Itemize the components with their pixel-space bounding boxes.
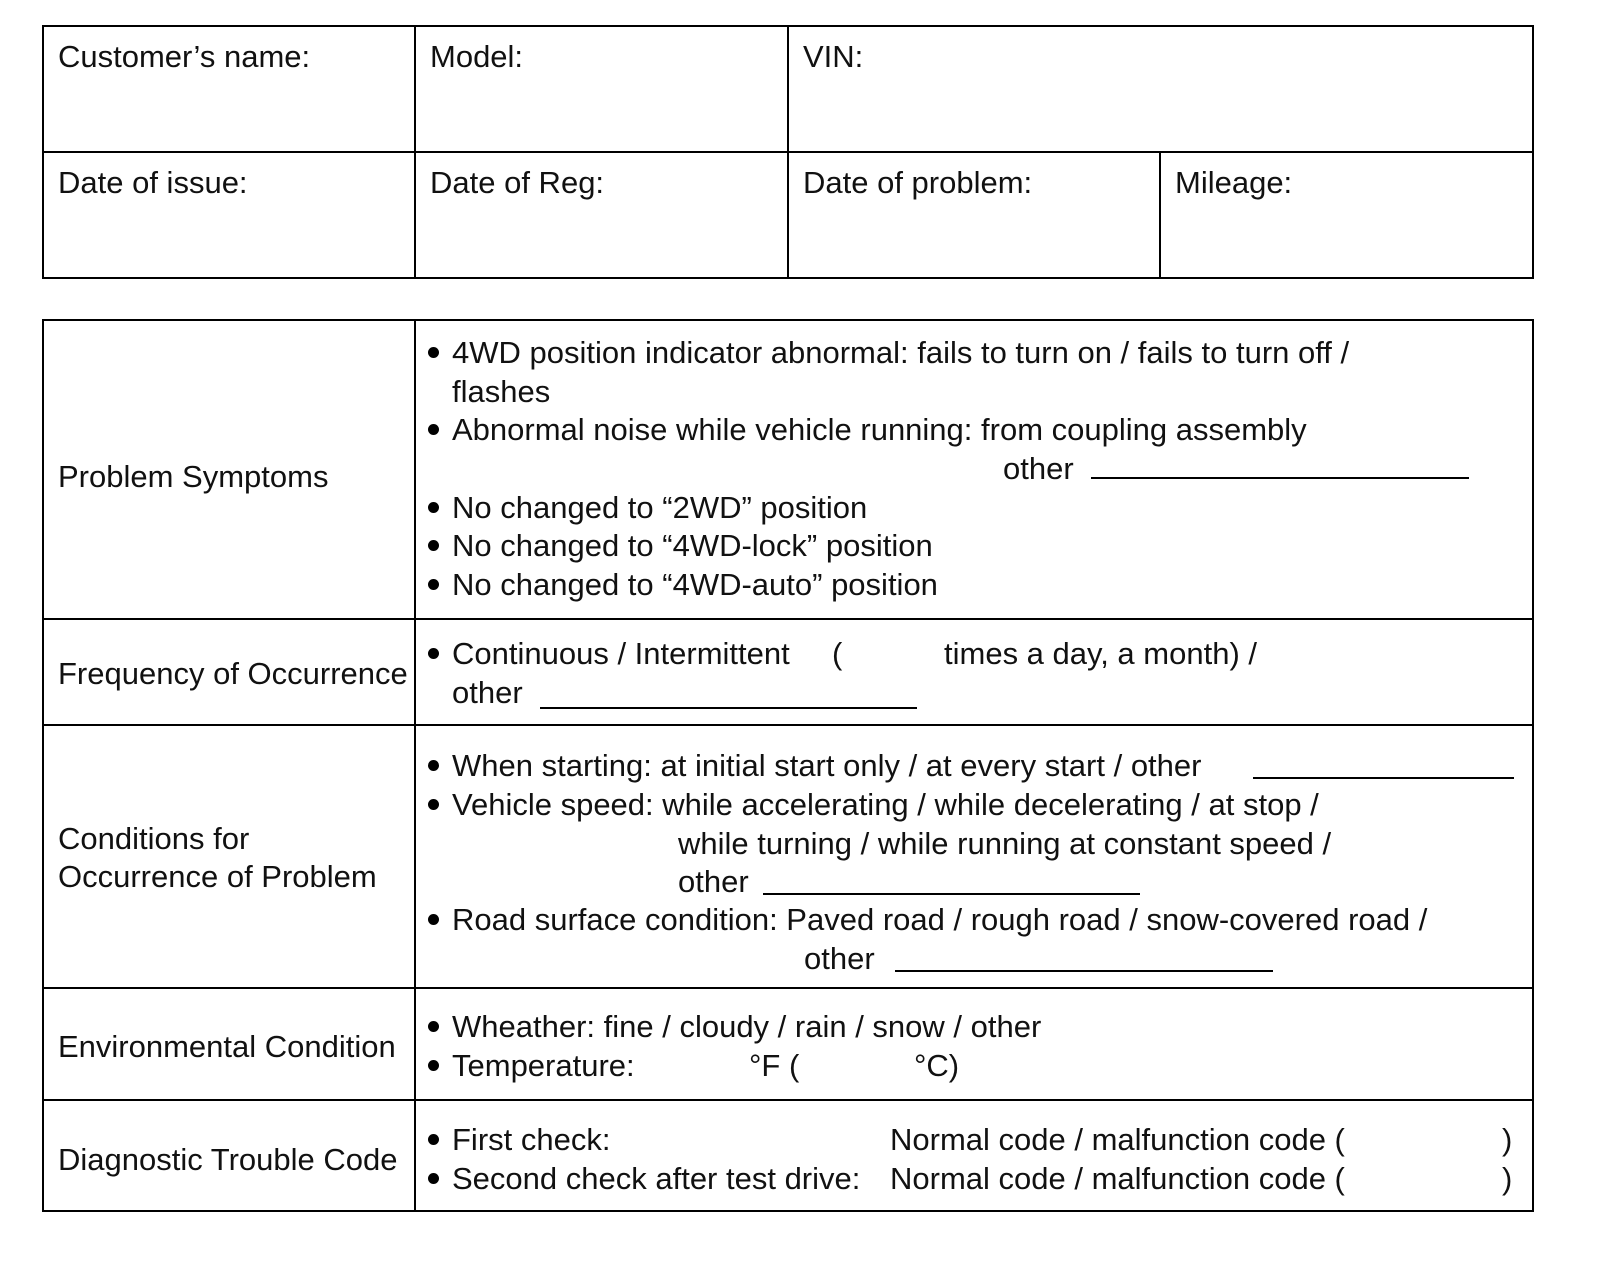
- bullet-icon: [428, 540, 439, 551]
- row-divider-4: [42, 1099, 1534, 1101]
- frequency-other-label: other: [452, 675, 523, 710]
- bullet-icon: [428, 760, 439, 771]
- bullet-icon: [428, 648, 439, 659]
- bullet-icon: [428, 1021, 439, 1032]
- dtc-first-check-label: First check:: [452, 1122, 611, 1157]
- row-divider-2: [42, 724, 1534, 726]
- frequency-continuous-intermittent[interactable]: Continuous / Intermittent: [452, 636, 790, 671]
- header-col-divider-2: [787, 25, 789, 279]
- conditions-label-line1: Conditions for: [58, 821, 250, 856]
- header-col-divider-3: [1159, 151, 1161, 279]
- condition-vehicle-speed-cont[interactable]: while turning / while running at constant speed /: [678, 826, 1332, 861]
- vin-field[interactable]: VIN:: [803, 39, 864, 74]
- bullet-icon: [428, 347, 439, 358]
- environment-temp-fahrenheit[interactable]: °F (: [749, 1048, 800, 1083]
- environment-weather[interactable]: Wheather: fine / cloudy / rain / snow / other: [452, 1009, 1042, 1044]
- condition-vehicle-speed[interactable]: Vehicle speed: while accelerating / while decelerating / at stop /: [452, 787, 1319, 822]
- symptom-no-4wd-lock[interactable]: No changed to “4WD-lock” position: [452, 528, 933, 563]
- frequency-label: Frequency of Occurrence: [58, 656, 408, 691]
- symptom-no-2wd[interactable]: No changed to “2WD” position: [452, 490, 868, 525]
- check-table-col-divider: [414, 319, 416, 1212]
- dtc-first-check-code[interactable]: Normal code / malfunction code (: [890, 1122, 1345, 1157]
- frequency-other-blank[interactable]: [540, 707, 917, 709]
- symptom-no-4wd-auto[interactable]: No changed to “4WD-auto” position: [452, 567, 938, 602]
- environment-temperature-label: Temperature:: [452, 1048, 635, 1083]
- symptom-noise-other-blank[interactable]: [1091, 477, 1469, 479]
- dtc-second-check-code[interactable]: Normal code / malfunction code (: [890, 1161, 1345, 1196]
- bullet-icon: [428, 914, 439, 925]
- symptom-noise-other-label: other: [1003, 451, 1074, 486]
- row-divider-1: [42, 618, 1534, 620]
- customer-name-field[interactable]: Customer’s name:: [58, 39, 311, 74]
- date-of-issue-field[interactable]: Date of issue:: [58, 165, 248, 200]
- dtc-first-close-paren: ): [1502, 1122, 1513, 1157]
- condition-starting-other-blank[interactable]: [1253, 777, 1514, 779]
- bullet-icon: [428, 424, 439, 435]
- symptom-indicator-abnormal[interactable]: 4WD position indicator abnormal: fails to turn on / fails to turn off /: [452, 335, 1350, 370]
- date-of-problem-field[interactable]: Date of problem:: [803, 165, 1033, 200]
- bullet-icon: [428, 1060, 439, 1071]
- dtc-label: Diagnostic Trouble Code: [58, 1142, 398, 1177]
- mileage-field[interactable]: Mileage:: [1175, 165, 1293, 200]
- frequency-times-text: times a day, a month) /: [944, 636, 1257, 671]
- date-of-reg-field[interactable]: Date of Reg:: [430, 165, 605, 200]
- bullet-icon: [428, 502, 439, 513]
- model-field[interactable]: Model:: [430, 39, 524, 74]
- row-divider-3: [42, 987, 1534, 989]
- condition-speed-other-label: other: [678, 864, 749, 899]
- symptom-abnormal-noise[interactable]: Abnormal noise while vehicle running: from coupling assembly: [452, 412, 1307, 447]
- header-col-divider-1: [414, 25, 416, 279]
- environment-label: Environmental Condition: [58, 1029, 396, 1064]
- conditions-label-line2: Occurrence of Problem: [58, 859, 377, 894]
- condition-when-starting[interactable]: When starting: at initial start only / at every start / other: [452, 748, 1202, 783]
- condition-road-surface[interactable]: Road surface condition: Paved road / rough road / snow-covered road /: [452, 902, 1428, 937]
- environment-temp-celsius[interactable]: °C): [914, 1048, 960, 1083]
- bullet-icon: [428, 799, 439, 810]
- bullet-icon: [428, 1173, 439, 1184]
- dtc-second-check-label: Second check after test drive:: [452, 1161, 861, 1196]
- bullet-icon: [428, 1134, 439, 1145]
- condition-speed-other-blank[interactable]: [763, 893, 1140, 895]
- condition-road-other-blank[interactable]: [895, 970, 1273, 972]
- dtc-second-close-paren: ): [1502, 1161, 1513, 1196]
- problem-symptoms-label: Problem Symptoms: [58, 459, 329, 494]
- bullet-icon: [428, 579, 439, 590]
- condition-road-other-label: other: [804, 941, 875, 976]
- symptom-indicator-flashes[interactable]: flashes: [452, 374, 551, 409]
- frequency-open-paren: (: [832, 636, 843, 671]
